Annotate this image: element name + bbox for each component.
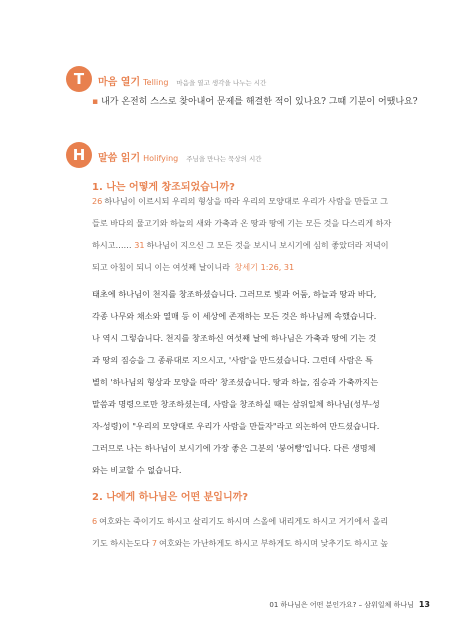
scripture-reference: 창세기 1:26, 31 (234, 262, 295, 272)
verse-number: 6 (92, 516, 98, 526)
question-1-verses (92, 190, 432, 278)
question-2-verses (92, 510, 432, 554)
verse-text: 여호와는 가난하게도 하시고 부하게도 하시며 낮추기도 하시고 높 (159, 538, 389, 548)
verse-number: 7 (151, 538, 158, 548)
verse-line (92, 256, 432, 278)
verse-text: 여호와는 죽이기도 하시고 살리기도 하시며 스올에 내리게도 하시고 거기에서 올리 (99, 516, 389, 526)
holifying-title-ko: 말씀 읽기 (98, 153, 141, 164)
verse-text: 하나님이 지으신 그 모든 것을 보시니 보시기에 심히 좋았더라 저녁이 (146, 240, 389, 250)
verse-line (92, 532, 432, 554)
running-title: 01 하나님은 어떤 분인가요? – 삼위일체 하나님 (269, 601, 414, 609)
verse-text: 하시고…… (92, 240, 132, 250)
body-line: 각종 나무와 채소와 열매 등 이 세상에 존재하는 모든 것은 하나님께 속했습니다. (92, 311, 377, 321)
body-line: 자-성령)이 "우리의 모양대로 우리가 사람을 만들자"라고 의논하여 만드셨습니다. (92, 421, 380, 431)
page-number: 13 (418, 600, 430, 609)
verse-text: 기도 하시는도다 (92, 538, 150, 548)
question-1-explanation (92, 283, 432, 481)
verse-line (92, 234, 432, 256)
body-line: 태초에 하나님이 천지를 창조하셨습니다. 그러므로 빛과 어둠, 하늘과 땅과 바다, (92, 289, 377, 299)
verse-line (92, 212, 432, 234)
telling-question (92, 94, 432, 107)
question-2-heading: 2. 나에게 하나님은 어떤 분입니까? (92, 492, 249, 503)
telling-title-ko: 마음 열기 (98, 77, 141, 88)
body-line: 별히 '하나님의 형상과 모양을 따라' 창조셨습니다. 땅과 하늘, 짐승과 가축까지는 (92, 377, 379, 387)
holifying-subtitle: 주님을 만나는 묵상의 시간 (186, 155, 262, 163)
telling-badge: T (66, 66, 92, 92)
telling-title-en: Telling (143, 78, 169, 87)
verse-text: 되고 아침이 되니 이는 여섯째 날이니라 (92, 262, 230, 272)
holifying-section-title (98, 149, 262, 164)
telling-section-title (98, 73, 266, 88)
page-footer (269, 600, 430, 610)
telling-subtitle: 마음을 열고 생각을 나누는 시간 (176, 79, 267, 87)
holifying-title-en: Holifying (143, 154, 179, 163)
body-line: 와는 비교할 수 없습니다. (92, 465, 182, 475)
verse-number: 26 (92, 196, 103, 206)
verse-text: 하나님이 이르시되 우리의 형상을 따라 우리의 모양대로 우리가 사람을 만들고 그 (104, 196, 389, 206)
verse-text: 들로 바다의 물고기와 하늘의 새와 가축과 온 땅과 땅에 기는 모든 것을 다스리게 하자 (92, 218, 392, 228)
verse-line (92, 510, 432, 532)
body-line: 나 역시 그렇습니다. 천지를 창조하신 여섯째 날에 하나님은 가축과 땅에 기는 것 (92, 333, 377, 343)
telling-question-text: 내가 온전히 스스로 찾아내어 문제를 해결한 적이 있나요? 그때 기분이 어땠나요? (101, 97, 418, 107)
holifying-badge: H (66, 142, 92, 168)
body-line: 그러므로 나는 하나님이 보시기에 가장 좋은 그분의 '붕어빵'입니다. 다른 생명체 (92, 443, 376, 453)
bullet-icon: ▪ (92, 97, 99, 107)
verse-number: 31 (134, 240, 145, 250)
body-line: 말씀과 명령으로만 창조하셨는데, 사람을 창조하실 때는 삼위일체 하나님(성부-성 (92, 399, 380, 409)
question-1-heading: 1. 나는 어떻게 창조되었습니까? (92, 182, 235, 193)
verse-line (92, 190, 432, 212)
body-line: 과 땅의 짐승을 그 종류대로 지으시고, '사람'을 만드셨습니다. 그런데 사람은 특 (92, 355, 373, 365)
